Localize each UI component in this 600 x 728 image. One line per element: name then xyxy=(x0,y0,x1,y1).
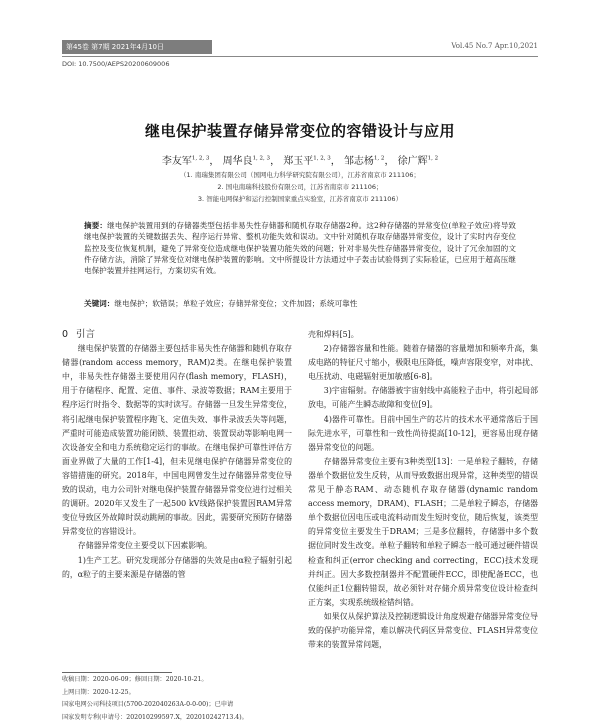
body-paragraph: 3)宇宙辐射。存储器被宇宙射线中高能粒子击中，将引起局部放电，可能产生瞬态故障和变位[9]。 xyxy=(308,386,538,410)
body-paragraph: 4)器件可靠性。目前中国生产的芯片的技术水平通常落后于国际先进水平，可靠性和一致性尚待提高[10-12]，更容易出现存储器异常变位的问题。 xyxy=(308,414,538,452)
author: 邹志杨$^{1, 2}$ xyxy=(343,155,385,167)
paper-title: 继电保护装置存储异常变位的容错设计与应用 xyxy=(144,122,455,140)
author: 郑玉平$^{1, 2, 3}$ xyxy=(283,155,331,167)
body-paragraph: 1)生产工艺。研究发现部分存储器的失效是由α粒子辐射引起的，α粒子的主要来源是存储器的管 xyxy=(62,555,292,579)
body-paragraph: 存储器异常变位主要受以下因素影响。 xyxy=(77,541,212,551)
affiliation-2: 2. 国电南瑞科技股份有限公司，江苏省南京市 211106； xyxy=(217,183,383,191)
footnote-line: 国家电网公司科技项目(5700-202040263A-0-0-00)；已申请 xyxy=(62,701,234,708)
author: 徐广辉$^{1, 2}$ xyxy=(397,155,439,167)
body-paragraph: 存储器异常变位主要有3种类型[13]：一是单粒子翻转，存储器单个数据位发生反转，从而导致数据出现异常，这种类型的错误常见于静态RAM、动态随机存取存储器(dynamic random access memory，DRAM)、FLASH；二是单粒子瞬态，存储器单个数据位因电压或电流料动而发生短时变位，随后恢复，该类型的异常变位主要发生于DRAM；三是多位翻转，存储器中多个数据位同时发生改变。单粒子翻转和单粒子瞬态一般可通过硬件错误检查和纠正(error checking and correcting，ECC)技术发现并纠正。因大多数控制器并不配置硬件ECC，即使配备ECC，也仅能纠正1位翻转错误，故必须针对存储介质异常变位设计检查纠正方案，实现系统级检错纠错。 xyxy=(308,456,538,607)
footnotes xyxy=(62,674,294,724)
affiliation-1: （1. 南瑞集团有限公司（国网电力科学研究院有限公司），江苏省南京市 211106； xyxy=(180,171,420,179)
left-column xyxy=(62,328,292,582)
doi: DOI: 10.7500/AEPS20200609006 xyxy=(62,60,170,68)
footnote-rule xyxy=(62,672,172,673)
footnote-line: 上网日期：2020-12-25。 xyxy=(62,688,135,696)
header-rule xyxy=(62,56,538,57)
keywords-label: 关键词： xyxy=(84,299,115,308)
author-list: 李友军$^{1, 2, 3}$， 周华良$^{1, 2, 3}$， 郑玉平$^{1, 2, 3}$， 邹志杨$^{1, 2}$， 徐广辉$^{1, 2}$ xyxy=(161,155,439,167)
body-paragraph: 壳和焊料[5]。 xyxy=(308,330,359,339)
keywords xyxy=(84,298,516,309)
author: 李友军$^{1, 2, 3}$ xyxy=(161,155,210,167)
keywords-text: 继电保护；软错误；单粒子效应；存储异常变位；文件加固；系统可靠性 xyxy=(114,299,358,308)
footnote-line: 收稿日期：2020-06-09；修回日期：2020-10-21。 xyxy=(62,676,208,683)
abstract-text: 继电保护装置用到的存储器类型包括非易失性存储器和随机存取存储器2种。这2种存储器的异常变位(单粒子效应)将导致继电保护装置的关键数据丢失、程序运行异常、整机功能失效和误动。文中针对随机存取存储器异常变位，设计了实时内存变位监控及变位恢复机制，避免了异常变位造成继电保护装置功能失效的问题；针对非易失性存储器异常变位，设计了冗余加固的文件存储方法，消除了异常变位对继电保护装置的影响。文中所提设计方法通过中子轰击试验得到了实际验证，已应用于超高压继电保护装置并挂网运行，方案切实有效。 xyxy=(84,221,516,276)
right-column xyxy=(308,328,538,652)
affiliation-3: 3. 智能电网保护和运行控制国家重点实验室，江苏省南京市 211106） xyxy=(197,195,403,203)
footnote-line: 国家发明专利(申请号：202010299597.X，202010242713.4)。 xyxy=(62,713,248,721)
body-paragraph: 2)存储器容量和性能。随着存储器的容量增加和频率升高，集成电路的特征尺寸缩小，极限电压降低，噪声容限变窄，对串扰、电压扰动、电磁辐射更加敏感[6-8]。 xyxy=(308,344,538,382)
section-heading: 0 引言 xyxy=(62,329,96,340)
abstract xyxy=(84,220,516,276)
journal-volume-label: Vol.45 No.7 Apr.10,2021 xyxy=(451,42,538,50)
author: 周华良$^{1, 2, 3}$ xyxy=(222,155,271,167)
page-header xyxy=(0,0,600,58)
journal-issue-label: 第45卷 第7期 2021年4月10日 xyxy=(62,40,212,54)
abstract-label: 摘要： xyxy=(84,221,108,230)
body-paragraph: 如果仅从保护算法及控制逻辑设计角度规避存储器异常变位导致的保护功能异常，难以解决代码区异常变位、FLASH异常变位带来的装置异常问题， xyxy=(308,611,538,650)
body-paragraph: 继电保护装置的存储器主要包括非易失性存储器和随机存取存储器(random access memory，RAM)2类。在继电保护装置中，非易失性存储器主要使用闪存(flash memory，FLASH)，用于存储程序、配置、定值、事件、录波等数据；RAM主要用于程序运行时指令、数据等的实时读写。存储器一旦发生异常变位，将引起继电保护装置程序跑飞、定值失效、事件录波丢失等问题，严重时可能造成装置功能闭锁、装置拒动、装置误动等影响电网一次设备安全和电力系统稳定运行的事故。在继电保护可靠性评估方面业界做了大量的工作[1-4]，但未见继电保护存储器异常变位的容错措施的研究。2018年，中国电网曾发生过存储器异常变位导致的误动，电力公司针对继电保护装置存储器异常变位进行过相关的调研。2020年又发生了一起500 kV线路保护装置因RAM异常变位导致区外故障时误动跳闸的事故。因此，需要研究预防存储器异常变位的容错设计。 xyxy=(62,344,292,537)
